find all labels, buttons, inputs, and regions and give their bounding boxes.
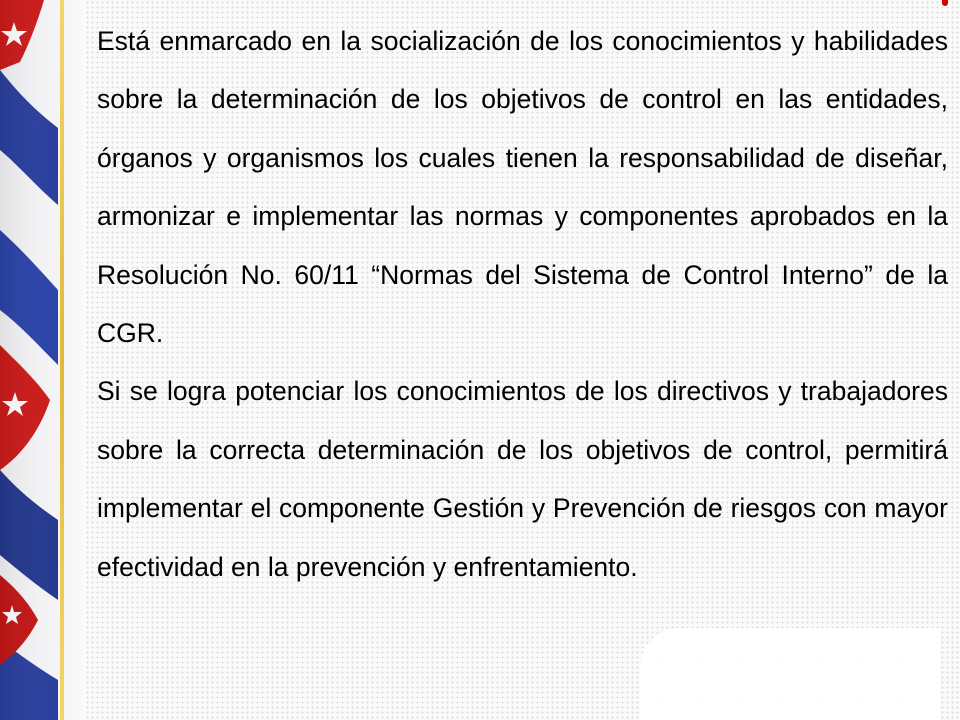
body-text — [97, 12, 948, 596]
gold-divider — [60, 0, 64, 720]
cuban-flag-icon — [0, 0, 86, 720]
corner-accent — [942, 0, 948, 6]
paragraph-1: Está enmarcado en la socialización de los conocimientos y habilidades sobre la determinación de los objetivos de control en las entidades, órganos y organismos los cuales tienen la responsabilidad de diseñar, armonizar e implementar las normas y componentes aprobados en la Resolución No. 60/11 “Normas del Sistema de Control Interno” de la CGR. — [97, 26, 948, 349]
decorative-patch — [640, 628, 940, 720]
paragraph-2: Si se logra potenciar los conocimientos de los directivos y trabajadores sobre la correcta determinación de los objetivos de control, permitirá implementar el componente Gestión y Prevención de riesgos con mayor efectividad en la prevención y enfrentamiento. — [97, 376, 948, 582]
